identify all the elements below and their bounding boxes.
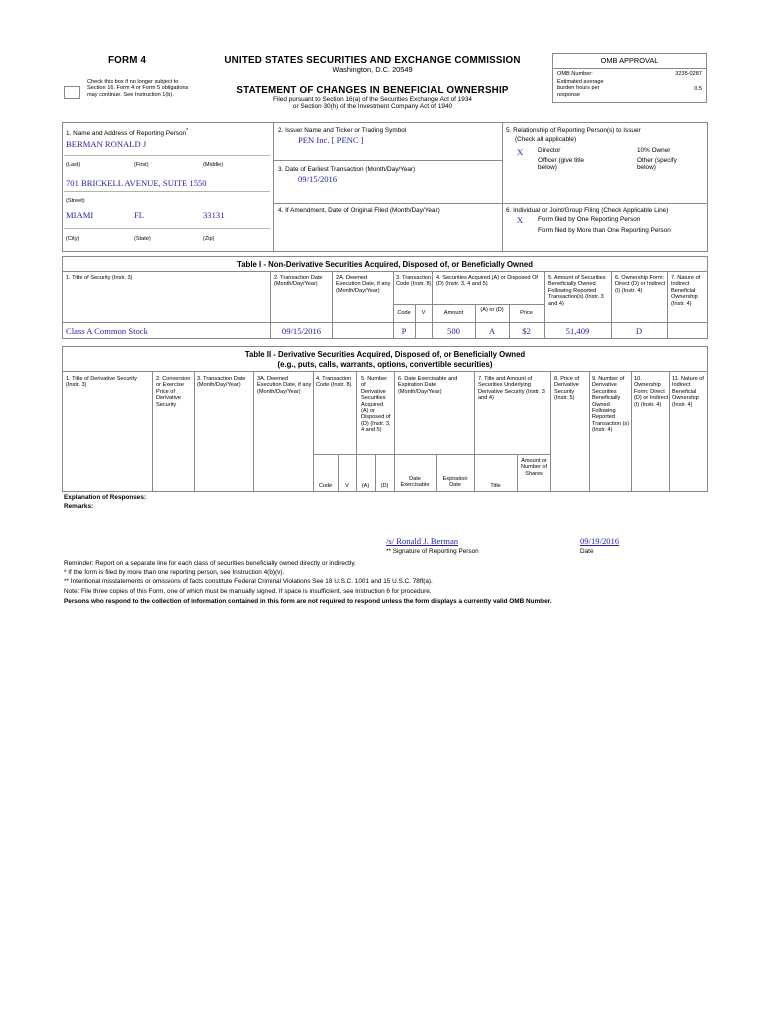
t2-col-exercisable: 6. Date Exercisable and Expiration Date (Month/Day/Year) bbox=[398, 376, 458, 395]
last-label: (Last) bbox=[66, 162, 81, 168]
reporting-person-state: FL bbox=[134, 210, 145, 220]
t1-col-deemed: 2A. Deemed Execution Date, if any (Month/Day/Year) bbox=[336, 275, 391, 294]
t1-col-date: 2. Transaction Date (Month/Day/Year) bbox=[274, 275, 323, 288]
state-label: (State) bbox=[134, 236, 151, 242]
t1-row-price: $2 bbox=[522, 326, 531, 336]
zip-label: (Zip) bbox=[203, 236, 215, 242]
t2-col-form: 10. Ownership Form: Direct (D) or Indirect (I) (Instr. 4) bbox=[634, 376, 669, 408]
t2-sub-expiration: Expiration Date bbox=[442, 476, 468, 489]
footnote-3: Note: File three copies of this Form, one of which must be manually signed. If space is insufficient, see Instruction 6 for procedure. bbox=[64, 588, 432, 595]
t1-row-date: 09/15/2016 bbox=[281, 326, 322, 336]
t2-col-price: 8. Price of Derivative Security (Instr. 5) bbox=[554, 376, 580, 402]
reporting-person-address: 701 BRICKELL AVENUE, SUITE 1550 bbox=[66, 178, 207, 188]
t1-col-nature: 7. Nature of Indirect Beneficial Ownership (Instr. 4) bbox=[671, 275, 701, 307]
t2-col-underlying: 7. Title and Amount of Securities Underlying Derivative Security (Instr. 3 and 4) bbox=[478, 376, 545, 402]
t1-sub-code: Code bbox=[397, 310, 411, 316]
t1-row-title: Class A Common Stock bbox=[66, 326, 148, 336]
amendment-label: 4. If Amendment, Date of Original Filed (Month/Day/Year) bbox=[278, 207, 440, 214]
t1-row-owned: 51,409 bbox=[565, 326, 590, 336]
t2-col-number: 5. Number of Derivative Securities Acquired (A) or Disposed of (D) (Instr. 3, 4 and 5) bbox=[361, 376, 391, 434]
table-two-title: Table II - Derivative Securities Acquired, Disposed of, or Beneficially Owned bbox=[244, 350, 526, 359]
omb-title: OMB APPROVAL bbox=[600, 56, 659, 65]
relationship-sublabel: (Check all applicable) bbox=[515, 136, 577, 143]
t1-row-aord: A bbox=[488, 326, 496, 336]
date-label: Date bbox=[580, 548, 594, 555]
relationship-label: 5. Relationship of Reporting Person(s) to Issuer bbox=[506, 127, 641, 134]
street-label: (Street) bbox=[66, 198, 85, 204]
statement-title: STATEMENT OF CHANGES IN BENEFICIAL OWNERSHIP bbox=[236, 85, 509, 96]
agency-location: Washington, D.C. 20549 bbox=[332, 65, 413, 74]
omb-number-label: OMB Number: bbox=[557, 71, 593, 77]
checkbox-note: Check this box if no longer subject to Section 16. Form 4 or Form 5 obligations may continue. See Instruction 1(b). bbox=[87, 79, 189, 98]
agency-title: UNITED STATES SECURITIES AND EXCHANGE COMMISSION bbox=[224, 55, 521, 66]
t2-sub-d: (D) bbox=[380, 483, 389, 489]
remarks-label: Remarks: bbox=[64, 503, 94, 510]
middle-label: (Middle) bbox=[203, 162, 224, 168]
t1-row-amount: 500 bbox=[447, 326, 460, 336]
t2-sub-v: V bbox=[345, 483, 349, 489]
t2-sub-code: Code bbox=[318, 483, 333, 489]
footnote-1: * If the form is filed by more than one reporting person, see Instruction 4(b)(v). bbox=[64, 569, 285, 576]
signature-date: 09/19/2016 bbox=[580, 536, 620, 546]
t1-col-form: 6. Ownership Form: Direct (D) or Indirect (I) (Instr. 4) bbox=[615, 275, 666, 294]
omb-burden-value: 0.5 bbox=[694, 86, 702, 92]
t1-col-owned: 5. Amount of Securities Beneficially Owned Following Reported Transaction(s) (Instr. 3 and 4) bbox=[548, 275, 606, 307]
earliest-date-label: 3. Date of Earliest Transaction (Month/Day/Year) bbox=[278, 166, 416, 173]
reporting-person-name: BERMAN RONALD J bbox=[66, 139, 147, 149]
filed-pursuant-line-2: or Section 30(h) of the Investment Company Act of 1940 bbox=[292, 103, 453, 110]
director-label: Director bbox=[538, 147, 561, 154]
t2-sub-a: (A) bbox=[361, 483, 370, 489]
reporting-person-zip: 33131 bbox=[203, 210, 225, 220]
omb-number-value: 3235-0287 bbox=[675, 71, 702, 77]
t2-col-owned: 9. Number of Derivative Securities Beneficially Owned Following Reported Transaction (s) (Instr. 4) bbox=[592, 376, 630, 434]
filing-label: 6. Individual or Joint/Group Filing (Check Applicable Line) bbox=[506, 207, 669, 214]
first-label: (First) bbox=[134, 162, 149, 168]
t2-col-nature: 11. Nature of Indirect Beneficial Ownership (Instr. 4) bbox=[672, 376, 704, 408]
one-person-label: Form filed by One Reporting Person bbox=[538, 216, 641, 223]
reminder-text: Reminder: Report on a separate line for each class of securities beneficially owned directly or indirectly. bbox=[64, 560, 356, 567]
footnote-2: ** Intentional misstatements or omissions of facts constitute Federal Criminal Violations See 18 U.S.C. 1001 and 15 U.S.C. 78ff(a). bbox=[64, 578, 433, 585]
t1-sub-v: V bbox=[421, 310, 426, 316]
t1-sub-amount: Amount bbox=[443, 310, 464, 316]
issuer-name-ticker: PEN Inc. [ PENC ] bbox=[298, 135, 364, 145]
signature: /s/ Ronald J. Berman bbox=[386, 536, 459, 546]
t1-col-title: 1. Title of Security (Instr. 3) bbox=[66, 275, 133, 281]
t1-row-code: P bbox=[401, 326, 407, 336]
t1-col-acquired: 4. Securities Acquired (A) or Disposed Of (D) (Instr. 3, 4 and 5) bbox=[436, 275, 538, 288]
t2-col-code: 4. Transaction Code (Instr. 8) bbox=[316, 376, 352, 389]
t2-col-title: 1. Title of Derivative Security (Instr. 3) bbox=[66, 376, 137, 389]
omb-notice: Persons who respond to the collection of information contained in this form are not required to respond unless the form displays a currently valid OMB Number. bbox=[64, 598, 552, 605]
reporting-person-label: 1. Name and Address of Reporting Person* bbox=[66, 128, 189, 138]
t2-sub-amount: Amount or Number of Shares bbox=[520, 458, 548, 477]
table-row bbox=[62, 323, 708, 338]
t1-row-form: D bbox=[635, 326, 643, 336]
explanation-label: Explanation of Responses: bbox=[64, 494, 147, 501]
t2-col-conversion: 2. Conversion or Exercise Price of Derivative Security bbox=[156, 376, 191, 408]
omb-burden-label: Estimated average burden hours per response bbox=[557, 79, 604, 98]
signature-label: ** Signature of Reporting Person bbox=[386, 548, 479, 555]
t1-col-code: 3. Transaction Code (Instr. 8) bbox=[396, 275, 432, 288]
t2-sub-date-exercisable: Date Exercisable bbox=[400, 476, 430, 489]
officer-label: Officer (give title below) bbox=[538, 157, 585, 172]
t2-col-deemed: 3A. Deemed Execution Date, if any (Month/Day/Year) bbox=[257, 376, 312, 395]
t2-sub-title: Title bbox=[490, 483, 501, 489]
reporting-person-city: MIAMI bbox=[66, 210, 94, 220]
t1-sub-price: Price bbox=[520, 310, 533, 316]
city-label: (City) bbox=[66, 236, 80, 242]
no-longer-subject-checkbox[interactable] bbox=[64, 86, 80, 99]
earliest-date-value: 09/15/2016 bbox=[298, 174, 338, 184]
form-label: FORM 4 bbox=[108, 55, 147, 66]
table-one-title: Table I - Non-Derivative Securities Acquired, Disposed of, or Beneficially Owned bbox=[237, 260, 533, 269]
t2-col-date: 3. Transaction Date (Month/Day/Year) bbox=[197, 376, 246, 389]
other-label: Other (specify below) bbox=[637, 157, 677, 172]
t1-sub-aord: (A) or (D) bbox=[480, 307, 504, 313]
ten-percent-owner-label: 10% Owner bbox=[637, 147, 671, 154]
one-person-check[interactable]: X bbox=[517, 215, 524, 225]
issuer-label: 2. Issuer Name and Ticker or Trading Symbol bbox=[278, 127, 407, 134]
table-two-subtitle: (e.g., puts, calls, warrants, options, convertible securities) bbox=[277, 360, 493, 369]
director-check[interactable]: X bbox=[517, 147, 524, 157]
more-persons-label: Form filed by More than One Reporting Person bbox=[538, 227, 671, 234]
filed-pursuant-line-1: Filed pursuant to Section 16(a) of the Securities Exchange Act of 1934 bbox=[273, 96, 472, 103]
